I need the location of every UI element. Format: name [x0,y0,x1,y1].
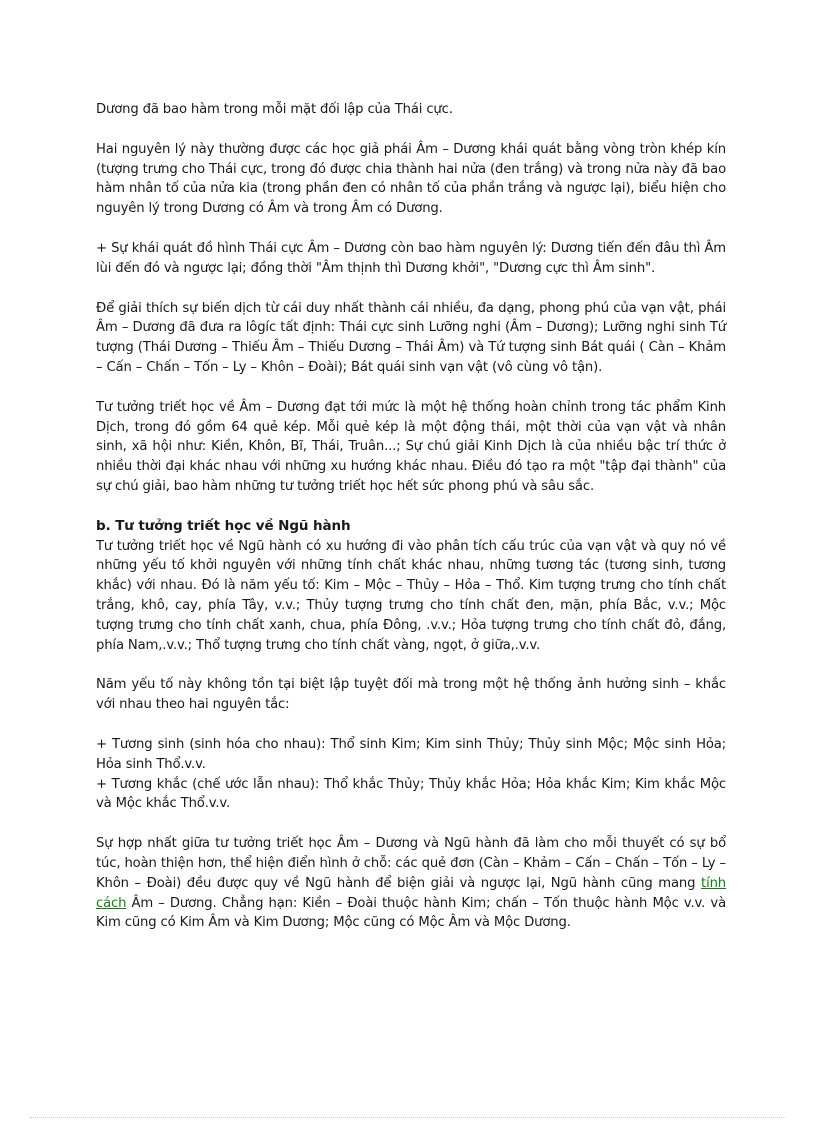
paragraph-tuong-khac: + Tương khắc (chế ước lẫn nhau): Thổ khắc Thủy; Thủy khắc Hỏa; Hỏa khắc Kim; Kim khắc Mộc và Mộc khắc Thổ.v.v. [96,776,726,812]
paragraph-hop-nhat [96,834,726,933]
paragraph-hop-nhat-text-start: Sự hợp nhất giữa tư tưởng triết học Âm – Dương và Ngũ hành đã làm cho mỗi thuyết có sự bổ túc, hoàn thiện hơn, thể hiện điển hình ở chỗ: các quẻ đơn (Càn – Khảm – Cấn – Chấn – Tốn – Ly – Khôn – Đoài) đều được quy về Ngũ hành để biện giải và ngược lại, Ngũ hành cũng mang [96,836,726,891]
paragraph-kinh-dich: Tư tưởng triết học về Âm – Dương đạt tới mức là một hệ thống hoàn chỉnh trong tác phẩm Kinh Dịch, trong đó gồm 64 quẻ kép. Mỗi quẻ kép là một động thái, một thời của vạn vật và nhân sinh, xã hội như: Kiền, Khôn, Bĩ, Thái, Truân...; Sự chú giải Kinh Dịch là của nhiều bậc trí thức ở nhiều thời đại khác nhau với những xu hướng khác nhau. Điều đó tạo ra một "tập đại thành" của sự chú giải, bao hàm những tư tưởng triết học hết sức phong phú và sâu sắc. [96,399,726,494]
paragraph-do-hinh-thai-cuc: + Sự khái quát đồ hình Thái cực Âm – Dương còn bao hàm nguyên lý: Dương tiến đến đâu thì Âm lùi đến đó và ngược lại; đồng thời "Âm thịnh thì Dương khởi", "Dương cực thì Âm sinh". [96,240,726,276]
paragraph-tuong-sinh: + Tương sinh (sinh hóa cho nhau): Thổ sinh Kim; Kim sinh Thủy; Thủy sinh Mộc; Mộc sinh Hỏa; Hỏa sinh Thổ.v.v. [96,736,726,772]
paragraph-hop-nhat-text-end: Âm – Dương. Chẳng hạn: Kiền – Đoài thuộc hành Kim; chấn – Tốn thuộc hành Mộc v.v. và Kim cũng có Kim Âm và Kim Dương; Mộc cũng có Mộc Âm và Mộc Dương. [96,895,726,931]
tinh-cach-link[interactable]: tính cách [96,875,726,911]
paragraph-hai-nguyen-ly: Hai nguyên lý này thường được các học giả phái Âm – Dương khái quát bằng vòng tròn khép kín (tượng trưng cho Thái cực, trong đó được chia thành hai nửa (đen trắng) và trong nửa này đã bao hàm nhân tố của nửa kia (trong phần đen có nhân tố của phần trắng và ngược lại), biểu hiện cho nguyên lý trong Dương có Âm và trong Âm có Dương. [96,141,726,217]
document-body [96,100,726,953]
paragraph-ngu-hanh: Tư tưởng triết học về Ngũ hành có xu hướng đi vào phân tích cấu trúc của vạn vật và quy nó về những yếu tố khởi nguyên với những tính chất khác nhau, những tương tác (tương sinh, tương khắc) với nhau. Đó là năm yếu tố: Kim – Mộc – Thủy – Hỏa – Thổ. Kim tượng trưng cho tính chất trắng, khô, cay, phía Tây, v.v.; Thủy tượng trưng cho tính chất đen, mặn, phía Bắc, v.v.; Mộc tượng trưng cho tính chất xanh, chua, phía Đông, .v.v.; Hỏa tượng trưng cho tính chất đỏ, đắng, phía Nam,.v.v.; Thổ tượng trưng cho tính chất vàng, ngọt, ở giữa,.v.v. [96,538,726,653]
page-bottom-divider [30,1117,786,1118]
paragraph-bien-dich: Để giải thích sự biến dịch từ cái duy nhất thành cái nhiều, đa dạng, phong phú của vạn vật, phái Âm – Dương đã đưa ra lôgíc tất định: Thái cực sinh Lưỡng nghi (Âm – Dương); Lưỡng nghi sinh Tứ tượng (Thái Dương – Thiếu Âm – Thiếu Dương – Thái Âm) và Tứ tượng sinh Bát quái ( Càn – Khảm – Cấn – Chấn – Tốn – Ly – Khôn – Đoài); Bát quái sinh vạn vật (vô cùng vô tận). [96,300,726,375]
paragraph-nam-yeu-to: Năm yếu tố này không tồn tại biệt lập tuyệt đối mà trong một hệ thống ảnh hưởng sinh – khắc với nhau theo hai nguyên tắc: [96,677,726,713]
section-heading-ngu-hanh: b. Tư tưởng triết học về Ngũ hành [96,517,351,534]
paragraph-thai-cuc-intro: Dương đã bao hàm trong mỗi mặt đối lập của Thái cực. [96,102,453,117]
